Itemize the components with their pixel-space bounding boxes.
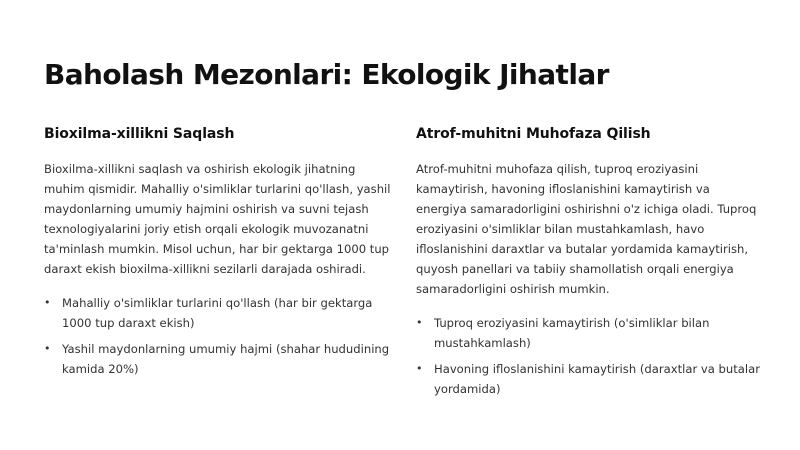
bullet-icon: • <box>416 316 423 329</box>
biodiversity-heading: Bioxilma-xillikni Saqlash <box>44 126 235 142</box>
environment-protection-paragraph: Atrof-muhitni muhofaza qilish, tuproq eroziyasini kamaytirish, havoning ifloslanishini kamaytirish va energiya samaradorligini oshirishni o'z ichiga oladi. Tuproq eroziyasini o'simliklar bilan mustahkamlash, havo ifloslanishini daraxtlar va butalar yordamida kamaytirish, quyosh panellari va tabiiy shamollatish orqali energiya samaradorligini oshirish mumkin. <box>416 162 757 296</box>
bullet-icon: • <box>44 342 51 355</box>
list-item <box>416 359 761 399</box>
environment-protection-section <box>416 126 761 405</box>
biodiversity-bullet-list <box>44 293 394 379</box>
list-item <box>44 339 394 379</box>
list-item-text: Havoning ifloslanishini kamaytirish (daraxtlar va butalar yordamida) <box>434 362 761 396</box>
slide-title: Baholash Mezonlari: Ekologik Jihatlar <box>44 58 609 91</box>
list-item <box>416 313 761 353</box>
bullet-icon: • <box>44 296 51 309</box>
bullet-icon: • <box>416 362 423 375</box>
list-item-text: Yashil maydonlarning umumiy hajmi (shahar hududining kamida 20%) <box>62 342 390 376</box>
list-item-text: Mahalliy o'simliklar turlarini qo'llash (har bir gektarga 1000 tup daraxt ekish) <box>62 296 373 330</box>
list-item-text: Tuproq eroziyasini kamaytirish (o'simliklar bilan mustahkamlash) <box>434 316 710 350</box>
biodiversity-section <box>44 126 394 385</box>
environment-protection-heading: Atrof-muhitni Muhofaza Qilish <box>416 126 651 142</box>
biodiversity-paragraph: Bioxilma-xillikni saqlash va oshirish ekologik jihatning muhim qismidir. Mahalliy o'simliklar turlarini qo'llash, yashil maydonlarning umumiy hajmini oshirish va suvni tejash texnologiyalarini joriy etish orqali ekologik muvozanatni ta'minlash mumkin. Misol uchun, har bir gektarga 1000 tup daraxt ekish bioxilma-xillikni sezilarli darajada oshiradi. <box>44 162 391 276</box>
environment-protection-bullet-list <box>416 313 761 399</box>
list-item <box>44 293 394 333</box>
